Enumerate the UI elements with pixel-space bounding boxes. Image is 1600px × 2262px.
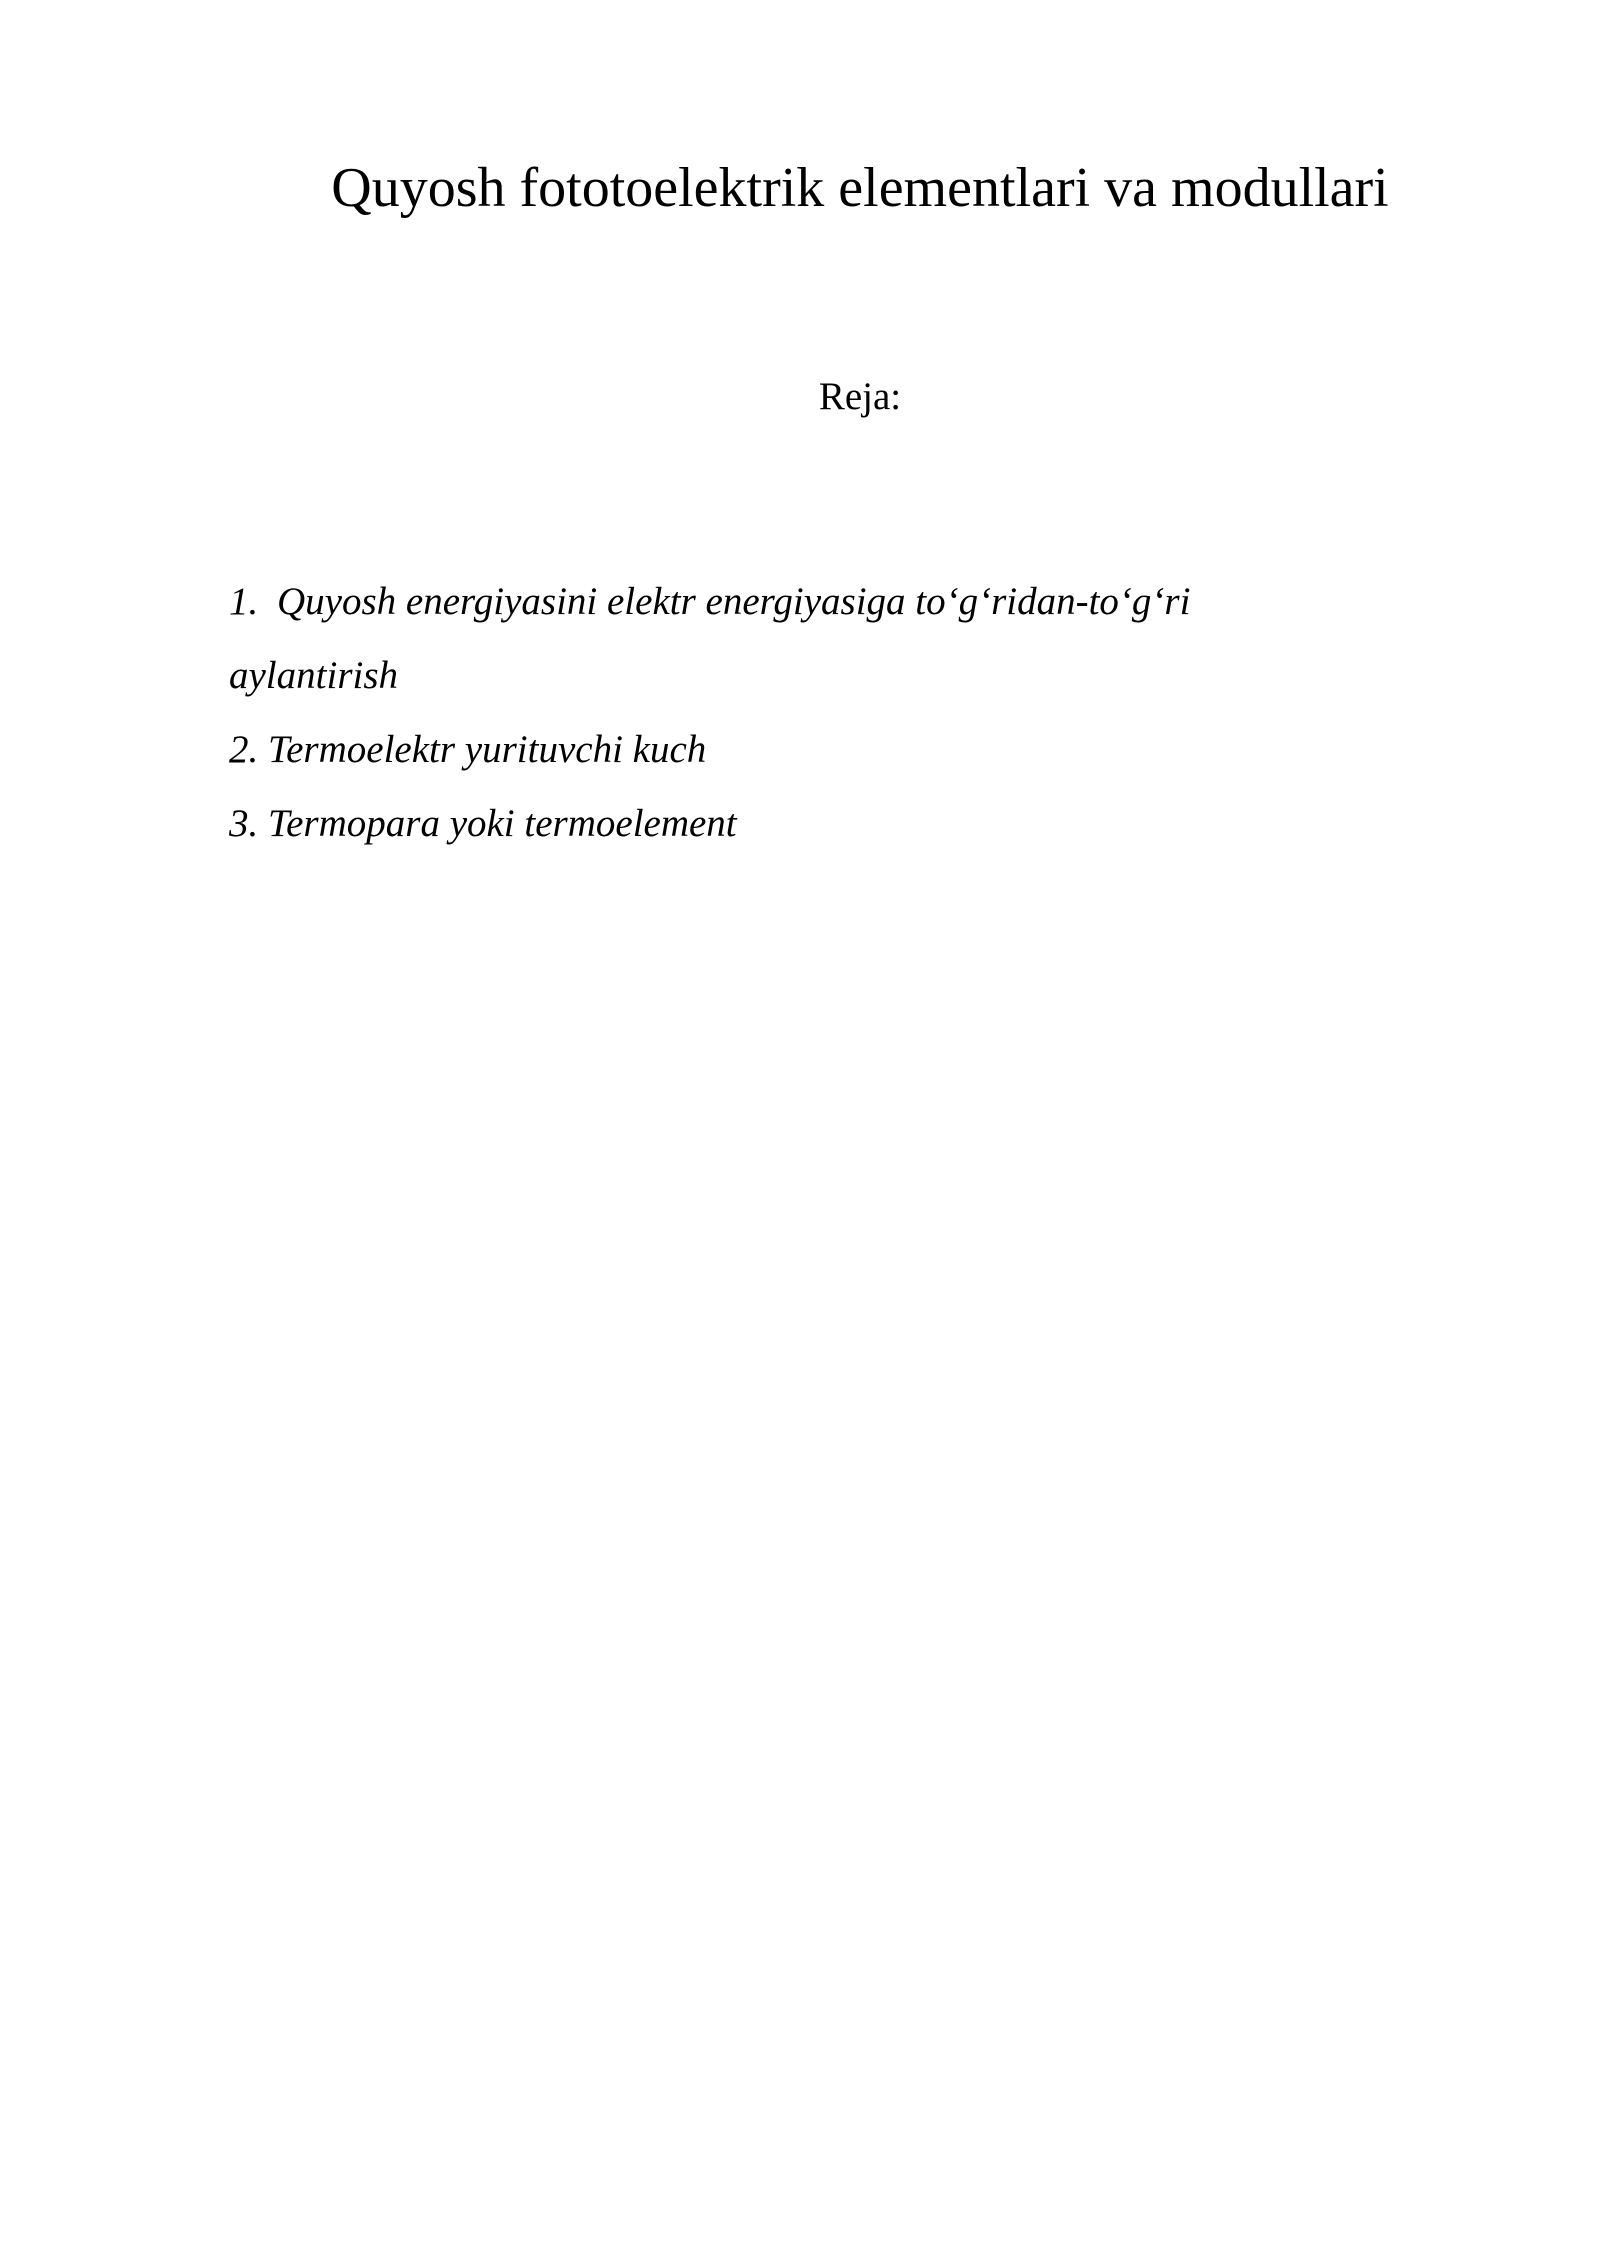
plan-item-1 — [229, 565, 1429, 713]
plan-item-2 — [229, 713, 1429, 787]
plan-item-1-number: 1. — [229, 580, 259, 623]
plan-heading: Reja: — [818, 375, 902, 418]
plan-item-3-text: Termopara yoki termoelement — [268, 802, 737, 845]
plan-item-3-number: 3. — [229, 802, 259, 845]
plan-item-2-number: 2. — [229, 728, 259, 771]
plan-item-1-text-continued: aylantirish — [229, 654, 399, 697]
plan-item-2-text: Termoelektr yurituvchi kuch — [268, 728, 707, 771]
document-title: Quyosh fototoelektrik elementlari va modullari — [331, 157, 1389, 219]
plan-item-1-row — [229, 565, 1429, 639]
plan-list — [229, 565, 1429, 861]
plan-item-1-text: Quyosh energiyasini elektr energiyasiga to‘g‘ridan-to‘g‘ri — [277, 580, 1191, 623]
plan-item-3 — [229, 787, 1429, 861]
